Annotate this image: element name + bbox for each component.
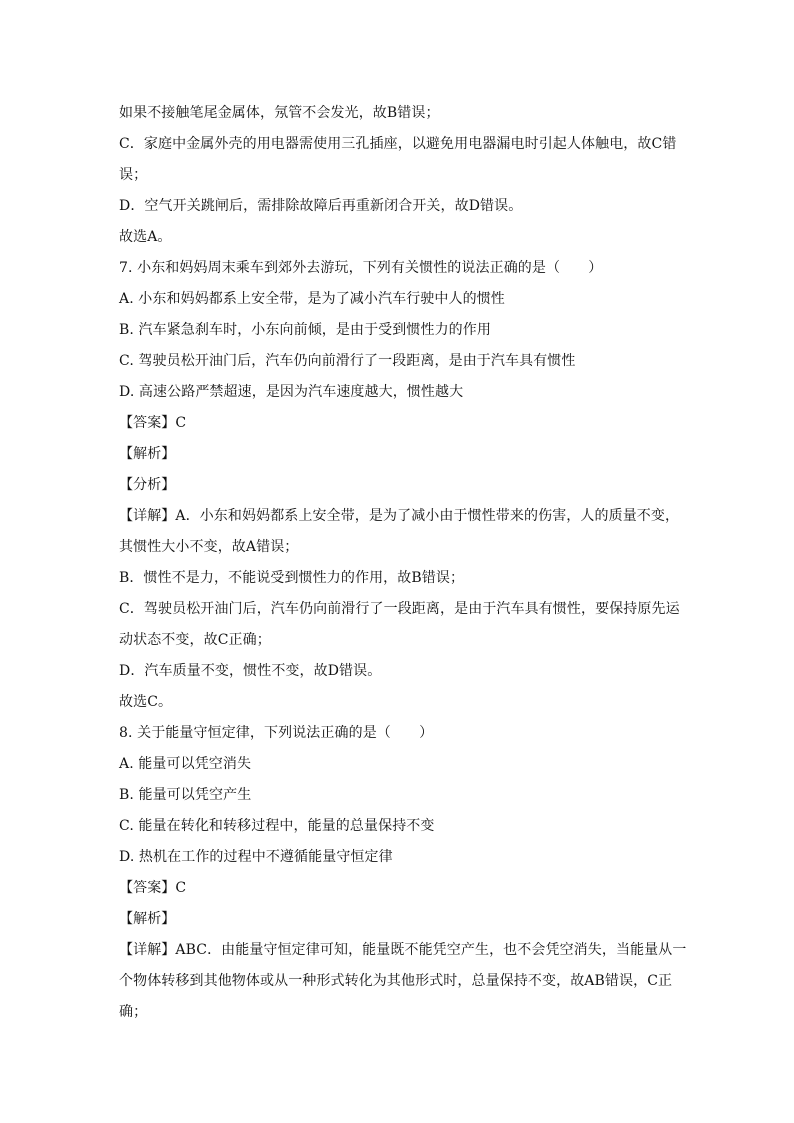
detail-text: 动状态不变，故C正确；	[119, 632, 271, 648]
question-8-option-b: B. 能量可以凭空产生	[119, 787, 252, 803]
question-8-option-c: C. 能量在转化和转移过程中，能量的总量保持不变	[119, 818, 435, 834]
question-8-option-a: A. 能量可以凭空消失	[119, 756, 252, 772]
text-line: C．家庭中金属外壳的用电器需使用三孔插座，以避免用电器漏电时引起人体触电，故C错	[119, 136, 677, 152]
question-7-stem: 7. 小东和妈妈周末乘车到郊外去游玩，下列有关惯性的说法正确的是（ ）	[119, 260, 603, 276]
question-7-option-b: B. 汽车紧急刹车时，小东向前倾，是由于受到惯性力的作用	[119, 322, 491, 338]
text-line: 如果不接触笔尾金属体，氖管不会发光，故B错误；	[119, 105, 440, 121]
question-8-option-d: D. 热机在工作的过程中不遵循能量守恒定律	[119, 849, 393, 865]
text-line: 故选A。	[119, 229, 172, 245]
analysis-label: 【解析】	[119, 911, 176, 927]
detail-text: 其惯性大小不变，故A错误；	[119, 539, 299, 555]
detail-text: B．惯性不是力，不能说受到惯性力的作用，故B错误；	[119, 570, 465, 586]
text-line: D．空气开关跳闸后，需排除故障后再重新闭合开关，故D错误。	[119, 198, 523, 214]
question-7-option-d: D. 高速公路严禁超速，是因为汽车速度越大，惯性越大	[119, 384, 464, 400]
detail-text: 确；	[119, 1004, 148, 1020]
text-line: 故选C。	[119, 694, 173, 710]
detail-text: D．汽车质量不变，惯性不变，故D错误。	[119, 663, 382, 679]
question-8-stem: 8. 关于能量守恒定律，下列说法正确的是（ ）	[119, 725, 434, 741]
detail-text: C．驾驶员松开油门后，汽车仍向前滑行了一段距离，是由于汽车具有惯性，要保持原先运	[119, 601, 680, 617]
analysis-label: 【解析】	[119, 446, 176, 462]
detail-text: 【详解】ABC．由能量守恒定律可知，能量既不能凭空产生，也不会凭空消失，当能量从一	[119, 942, 687, 958]
document-body	[119, 98, 687, 1028]
answer-label: 【答案】C	[119, 415, 187, 431]
detail-text: 个物体转移到其他物体或从一种形式转化为其他形式时，总量保持不变，故AB错误，C正	[119, 973, 673, 989]
text-line: 误；	[119, 167, 148, 183]
answer-label: 【答案】C	[119, 880, 187, 896]
question-7-option-a: A. 小东和妈妈都系上安全带，是为了减小汽车行驶中人的惯性	[119, 291, 505, 307]
analysis-sub-label: 【分析】	[119, 477, 176, 493]
question-7-option-c: C. 驾驶员松开油门后，汽车仍向前滑行了一段距离，是由于汽车具有惯性	[119, 353, 576, 369]
detail-text: 【详解】A．小东和妈妈都系上安全带，是为了减小由于惯性带来的伤害，人的质量不变，	[119, 508, 680, 524]
